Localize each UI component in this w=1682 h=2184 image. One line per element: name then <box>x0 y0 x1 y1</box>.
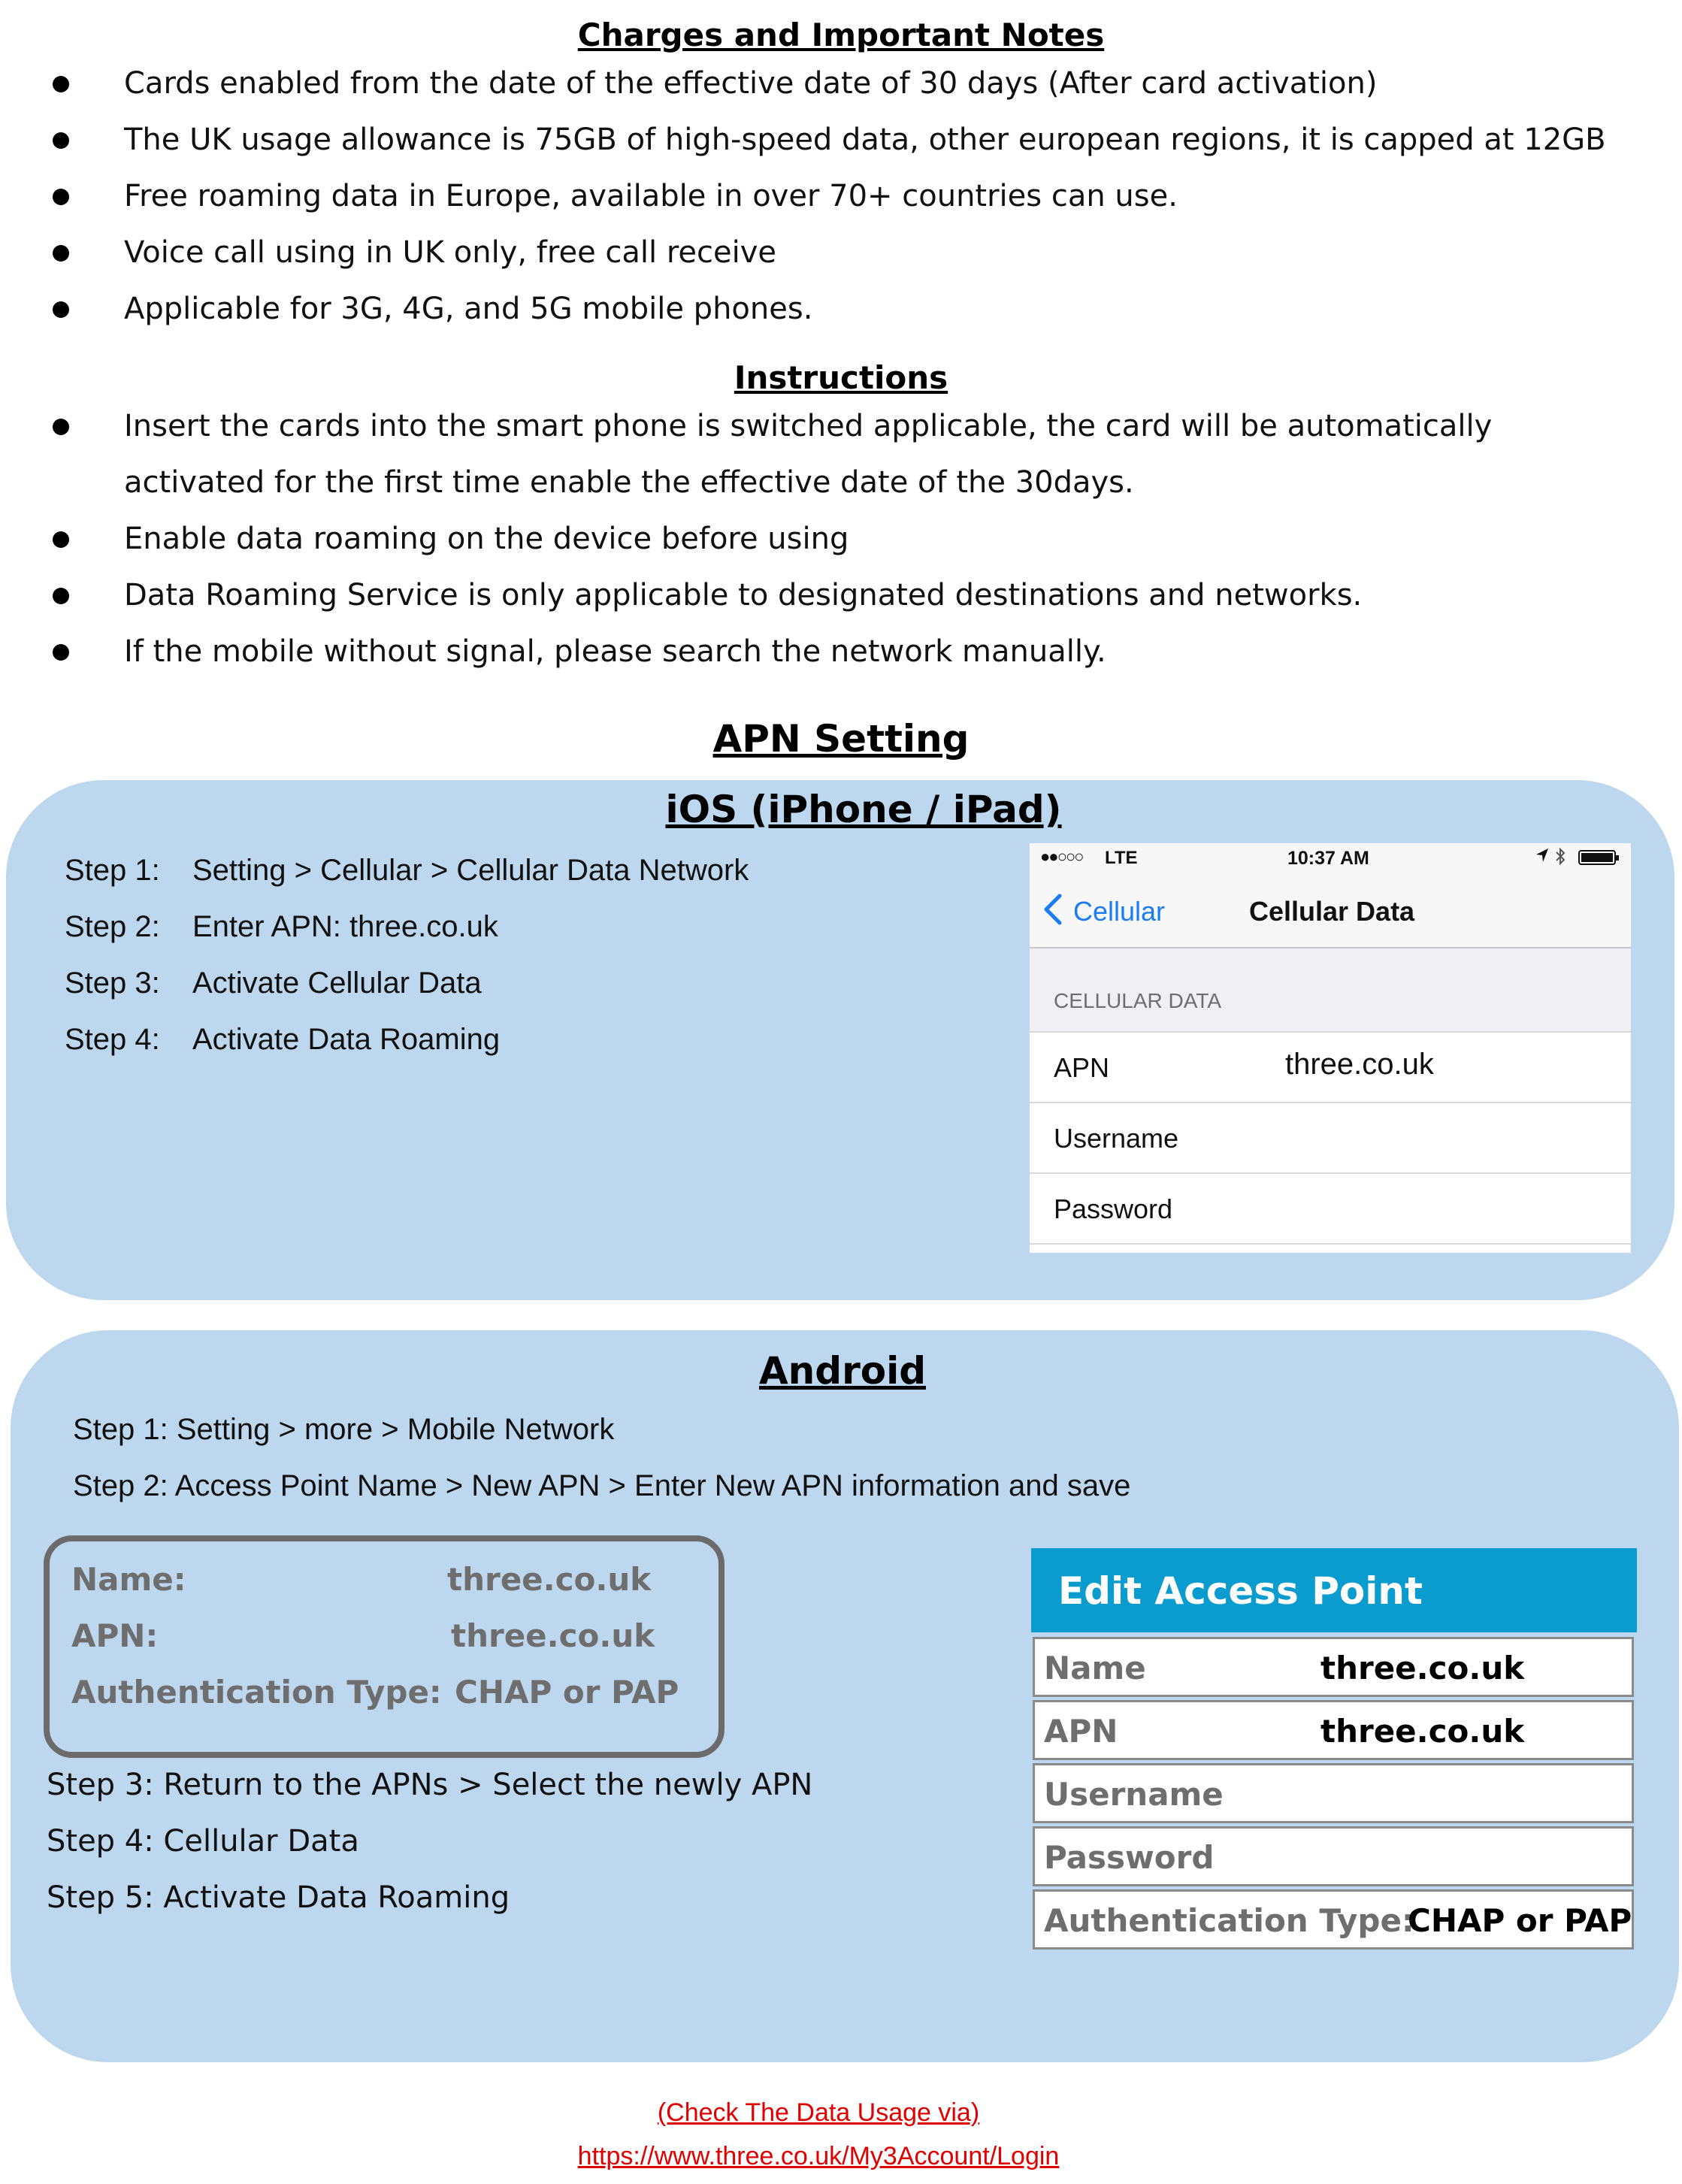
username-row[interactable] <box>1030 1102 1631 1172</box>
bullet <box>53 644 69 661</box>
android-step-4: Step 4: Cellular Data <box>47 1824 359 1859</box>
charges-item: Voice call using in UK only, free call receive <box>124 235 777 270</box>
nav-title: Cellular Data <box>1249 896 1415 927</box>
charges-item: Applicable for 3G, 4G, and 5G mobile phones. <box>124 292 813 326</box>
eap-row-username[interactable] <box>1033 1763 1634 1823</box>
password-label: Password <box>1054 1193 1173 1224</box>
android-step-3: Step 3: Return to the APNs > Select the newly APN <box>47 1768 813 1802</box>
eap-value[interactable]: three.co.uk <box>1320 1713 1525 1750</box>
network-type: LTE <box>1105 848 1138 868</box>
edit-access-point-title: Edit Access Point <box>1058 1569 1423 1613</box>
charges-item: Free roaming data in Europe, available in over 70+ countries can use. <box>124 179 1178 213</box>
ios-step-2 <box>65 910 498 944</box>
apn-label: APN <box>1054 1052 1110 1083</box>
ios-title: iOS (iPhone / iPad) <box>665 788 1062 831</box>
edit-access-point-header <box>1031 1548 1637 1632</box>
step-text: Activate Data Roaming <box>192 1023 501 1056</box>
step-label: Step 1: <box>65 854 160 887</box>
apn-row[interactable] <box>1030 1031 1631 1102</box>
charges-item: The UK usage allowance is 75GB of high-speed data, other european regions, it is capped at 12GB <box>124 123 1606 157</box>
back-button[interactable]: Cellular <box>1073 896 1166 927</box>
ios-cellular-data-screen <box>1030 843 1631 1253</box>
bluetooth-icon <box>1554 846 1566 873</box>
info-label: Authentication Type: <box>71 1674 442 1711</box>
step-label: Step 4: <box>65 1023 160 1056</box>
step-label: Step 3: <box>65 966 160 1000</box>
instructions-item-cont: activated for the first time enable the effective date of the 30days. <box>124 465 1134 500</box>
apn-setting-title: APN Setting <box>712 717 970 761</box>
bullet <box>53 132 69 149</box>
eap-row-name[interactable] <box>1033 1637 1634 1697</box>
eap-value[interactable]: three.co.uk <box>1320 1650 1525 1686</box>
info-value: three.co.uk <box>447 1561 652 1598</box>
charges-item: Cards enabled from the date of the effective date of 30 days (After card activation) <box>124 66 1378 101</box>
instructions-item: Data Roaming Service is only applicable to designated destinations and networks. <box>124 578 1363 613</box>
signal-indicator: ●●○○○ <box>1040 847 1083 866</box>
eap-label: Name <box>1044 1650 1146 1686</box>
username-label: Username <box>1054 1123 1179 1154</box>
footer-link[interactable]: https://www.three.co.uk/My3Account/Login <box>577 2142 1060 2170</box>
eap-label: Password <box>1044 1839 1215 1876</box>
eap-row-password[interactable] <box>1033 1826 1634 1886</box>
charges-title: Charges and Important Notes <box>577 17 1105 53</box>
eap-value[interactable]: CHAP or PAP <box>1408 1902 1632 1939</box>
info-label: Name: <box>71 1561 186 1598</box>
eap-label: Authentication Type: <box>1044 1902 1414 1939</box>
bullet <box>53 76 69 92</box>
android-step-1: Step 1: Setting > more > Mobile Network <box>73 1413 615 1446</box>
section-header: CELLULAR DATA <box>1054 989 1222 1012</box>
bullet <box>53 531 69 548</box>
info-label: APN: <box>71 1617 159 1654</box>
ios-step-3 <box>65 966 482 1000</box>
back-chevron-icon[interactable] <box>1042 893 1063 930</box>
password-row[interactable] <box>1030 1172 1631 1245</box>
bullet <box>53 189 69 205</box>
location-icon <box>1535 846 1550 870</box>
bullet <box>53 419 69 435</box>
step-text: Activate Cellular Data <box>192 966 482 1000</box>
status-time: 10:37 AM <box>1287 848 1369 869</box>
ios-step-4 <box>65 1023 500 1057</box>
apn-value[interactable]: three.co.uk <box>1285 1048 1434 1081</box>
nav-bar <box>1030 873 1631 948</box>
step-text: Enter APN: three.co.uk <box>192 910 498 943</box>
ios-step-1 <box>65 854 749 888</box>
android-title: Android <box>758 1349 927 1393</box>
instructions-item: If the mobile without signal, please search the network manually. <box>124 634 1106 669</box>
instructions-item: Insert the cards into the smart phone is switched applicable, the card will be automatically <box>124 409 1493 443</box>
info-value: CHAP or PAP <box>455 1674 679 1711</box>
instructions-title: Instructions <box>734 359 948 396</box>
footer-note: (Check The Data Usage via) <box>657 2098 980 2127</box>
battery-icon <box>1578 849 1620 871</box>
step-text: Setting > Cellular > Cellular Data Network <box>192 854 749 887</box>
eap-label: APN <box>1044 1713 1118 1750</box>
status-bar <box>1030 843 1631 873</box>
info-value: three.co.uk <box>451 1617 655 1654</box>
step-label: Step 2: <box>65 910 160 943</box>
android-step-2: Step 2: Access Point Name > New APN > Enter New APN information and save <box>73 1469 1131 1502</box>
eap-label: Username <box>1044 1776 1224 1813</box>
bullet <box>53 588 69 604</box>
bullet <box>53 245 69 262</box>
android-step-5: Step 5: Activate Data Roaming <box>47 1880 510 1915</box>
instructions-item: Enable data roaming on the device before using <box>124 522 849 556</box>
eap-row-auth-type[interactable] <box>1033 1889 1634 1950</box>
eap-row-apn[interactable] <box>1033 1700 1634 1760</box>
bullet <box>53 301 69 318</box>
